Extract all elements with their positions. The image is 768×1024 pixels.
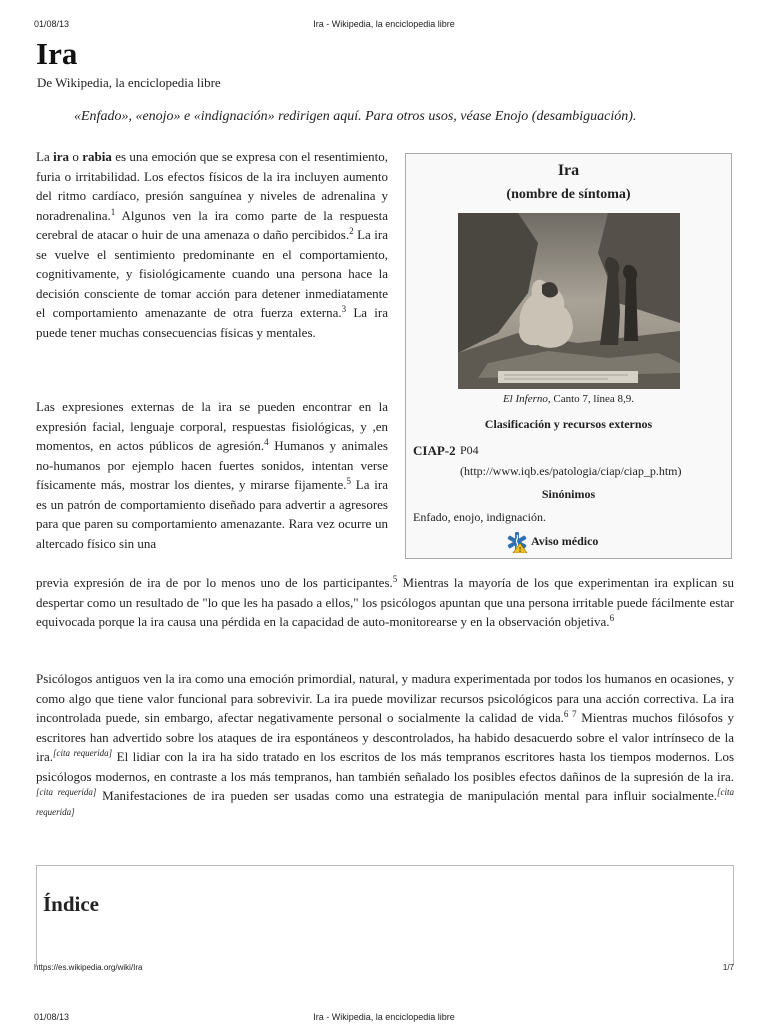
infobox-section-classification: Clasificación y recursos externos	[484, 417, 653, 431]
print-page-number: 1/7	[722, 963, 734, 972]
reference-link[interactable]: 5	[346, 476, 351, 486]
infobox-subtitle: (nombre de síntoma)	[506, 187, 631, 202]
infobox	[405, 153, 732, 559]
text: Las expresiones externas de la ira se pueden encontrar en la expresión facial, lenguaje corporal, respuestas fisiológicas, y ,en momentos, en actos públicos de agresión.	[36, 399, 388, 453]
bold-term: rabia	[82, 149, 112, 164]
reference-link[interactable]: 6	[609, 613, 615, 623]
print-header-next-page	[34, 1012, 734, 1024]
print-header	[34, 19, 734, 31]
text: La ira se vuelve el sentimiento predominante en el comportamiento, cognitivamente, y fisiológicamente cuando una persona hace la decisión consciente de tomar acción para detener inmediatamente el comportamiento amenazante de otra fuerza externa.	[36, 227, 388, 320]
text: Manifestaciones de ira pueden ser usadas como una estrategia de manipulación mental para influir socialmente.	[96, 788, 717, 803]
infobox-section-synonyms: Sinónimos	[541, 487, 596, 501]
ciap-value	[460, 440, 728, 482]
reference-link[interactable]: 3	[341, 304, 347, 314]
caption-link[interactable]: El Inferno	[502, 393, 548, 405]
medical-star-icon	[506, 531, 528, 553]
citation-needed-link[interactable]: [cita requerida]	[52, 748, 113, 758]
reference-link[interactable]: 6 7	[563, 709, 577, 719]
infobox-caption	[406, 393, 731, 405]
text: es una emoción que se expresa con el resentimiento, furia o irritabilidad. Los efectos físicos de la ira incluyen aumento del ritmo cardíaco, presión sanguínea y niveles de adrenalina y noradrenalina.	[36, 149, 389, 223]
text: previa expresión de ira de por lo menos uno de los participantes.	[36, 575, 393, 590]
text: El lidiar con la ira ha sido tratado en los escritos de los más tempranos escritores hasta los tiempos modernos. Los psicólogos modernos, en contraste a los más tempranos, han también señalado los posibles efectos dañinos de la supresión de la ira.	[36, 749, 734, 784]
text: Mientras la mayoría de los que experimentan ira explican su despertar como un resultado de "lo que les ha pasado a ellos," los psicólogos apuntan que una persona irritable puede fácilmente estar equivocada porque la ira causa una pérdida en la capacidad de auto-monitorearse y en la observación objetiva.	[36, 575, 734, 629]
reference-link[interactable]: 4	[264, 437, 269, 447]
page-subtitle: De Wikipedia, la enciclopedia libre	[37, 75, 221, 90]
medical-notice[interactable]	[506, 531, 598, 553]
caption-text: , Canto 7, línea 8,9.	[547, 393, 635, 405]
page-title: Ira	[36, 36, 78, 71]
text: o	[68, 149, 83, 164]
paragraph-expressions-continued	[36, 573, 734, 632]
reference-link[interactable]: 2	[349, 226, 354, 236]
svg-text:!: !	[518, 546, 522, 553]
text: La	[36, 149, 54, 164]
engraving-illustration	[458, 213, 680, 389]
table-of-contents	[36, 865, 734, 965]
reference-link[interactable]: 1	[110, 206, 116, 217]
text: Psicólogos antiguos ven la ira como una emoción primordial, natural, y madura experimentada por todos los humanos en ocasiones, y como algo que tiene valor funcional para sobrevivir. La ira puede movilizar recursos psicológicos para una acción correctiva. La ira incontrolada puede, sin embargo, afectar negativamente personal o socialmente la calidad de vida.	[36, 671, 734, 725]
reference-link[interactable]: 5	[392, 574, 398, 584]
paragraph-intro	[36, 147, 388, 342]
print-date: 01/08/13	[34, 1012, 70, 1022]
paragraph-expressions	[36, 397, 388, 553]
text: Mientras muchos filósofos y escritores han advertido sobre los ataques de ira espontáneos y descontrolados, ha habido desacuerdo sobre el valor intrínseco de la ira.	[36, 710, 735, 764]
ciap-code-link[interactable]: P04	[460, 443, 479, 457]
infobox-title: Ira	[557, 162, 580, 179]
text: Algunos ven la ira como parte de la respuesta cerebral de atacar o huir de una amenaza o daño percibidos.	[36, 207, 388, 242]
print-page-title: Ira - Wikipedia, la enciclopedia libre	[313, 1012, 455, 1022]
bold-term: ira	[53, 149, 69, 164]
medical-notice-label: Aviso médico	[531, 533, 599, 548]
paragraph-psychologists	[36, 669, 734, 825]
infobox-synonyms: Enfado, enojo, indignación.	[413, 510, 546, 524]
ciap-url: (http://www.iqb.es/patologia/ciap/ciap_p.htm)	[460, 464, 682, 478]
print-page-title: Ira - Wikipedia, la enciclopedia libre	[313, 19, 455, 29]
hatnote: «Enfado», «enojo» e «indignación» redirigen aquí. Para otros usos, véase Enojo (desambiguación).	[74, 109, 637, 124]
toc-title: Índice	[43, 892, 100, 916]
citation-needed-link[interactable]: [cita requerida]	[36, 787, 734, 817]
text: La ira puede tener muchas consecuencias físicas y mentales.	[36, 305, 389, 340]
infobox-image[interactable]	[458, 213, 680, 389]
ciap-label[interactable]: CIAP-2	[413, 443, 456, 458]
print-url: https://es.wikipedia.org/wiki/Ira	[34, 963, 143, 972]
text: Humanos y animales no-humanos por ejemplo hacen fuertes sonidos, intentan verse físicamente más, mostrar los dientes, y mirarse fijamente.	[36, 438, 388, 492]
text: La ira es un patrón de comportamiento diseñado para advertir a agresores para que paren su comportamiento amenazante. Rara vez ocurre un altercado físico sin una	[36, 477, 388, 551]
print-date: 01/08/13	[34, 19, 70, 29]
citation-needed-link[interactable]: [cita requerida]	[36, 787, 97, 797]
